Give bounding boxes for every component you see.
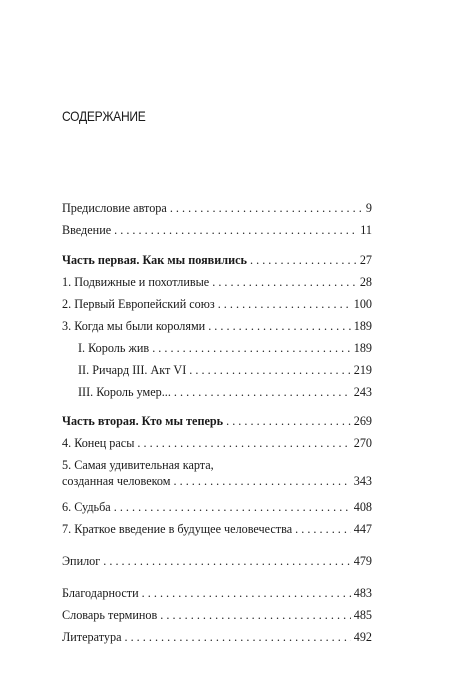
toc-entry-page: 343 (353, 474, 372, 488)
toc-entry-title: 7. Краткое введение в будущее человечества (62, 522, 293, 536)
toc-entry-page: 189 (353, 319, 372, 333)
toc-entry-page: 485 (353, 608, 372, 622)
toc-entry-page: 479 (353, 554, 372, 568)
toc-chapter-2[interactable] (62, 296, 372, 312)
dot-leader (174, 384, 351, 400)
dot-leader (142, 585, 351, 601)
toc-chapter-3[interactable] (62, 318, 372, 334)
toc-entry-page: 27 (359, 253, 372, 267)
toc-entry-title-line1: 5. Самая удивительная карта, (62, 458, 214, 472)
toc-entry-page: 269 (353, 414, 372, 428)
toc-entry-page: 9 (365, 201, 372, 215)
toc-entry-title: Словарь терминов (62, 608, 158, 622)
toc-entry-page: 219 (353, 363, 372, 377)
toc-entry-page: 483 (353, 586, 372, 600)
toc-entry-title: 2. Первый Европейский союз (62, 297, 215, 311)
toc-entry-page: 492 (353, 630, 372, 644)
toc-entry-title: Благодарности (62, 586, 139, 600)
dot-leader (114, 222, 357, 238)
toc-part-one[interactable] (62, 252, 372, 268)
toc-entry-title: Эпилог (62, 554, 101, 568)
dot-leader (174, 473, 351, 489)
toc-entry-title: 4. Конец расы (62, 436, 135, 450)
table-of-contents (62, 0, 372, 700)
toc-chapter-7[interactable] (62, 521, 372, 537)
toc-entry-title: Часть первая. Как мы появились (62, 253, 247, 267)
toc-chapter-1[interactable] (62, 274, 372, 290)
toc-epilogue[interactable] (62, 553, 372, 569)
toc-chapter-6[interactable] (62, 499, 372, 515)
toc-entry-title: Часть вторая. Кто мы теперь (62, 414, 224, 428)
toc-entry-title: 3. Когда мы были королями (62, 319, 206, 333)
toc-entry-title: I. Король жив (78, 341, 150, 355)
dot-leader (218, 296, 351, 312)
toc-entry-page: 100 (353, 297, 372, 311)
toc-glossary[interactable] (62, 607, 372, 623)
dot-leader (212, 274, 357, 290)
toc-entry-page: 408 (353, 500, 372, 514)
dot-leader (160, 607, 350, 623)
toc-entry-page: 28 (359, 275, 372, 289)
dot-leader (189, 362, 350, 378)
toc-entry-introduction[interactable] (62, 222, 372, 238)
toc-entry-title: 6. Судьба (62, 500, 111, 514)
toc-entry-title: III. Король умер... (78, 385, 171, 399)
toc-chapter-4[interactable] (62, 435, 372, 451)
toc-entry-page: 243 (353, 385, 372, 399)
page-title: СОДЕРЖАНИЕ (62, 108, 146, 124)
toc-section-3-2[interactable] (78, 362, 372, 378)
dot-leader (226, 413, 351, 429)
toc-entry-page: 270 (353, 436, 372, 450)
dot-leader (170, 200, 363, 216)
toc-entry-page: 447 (353, 522, 372, 536)
toc-part-two[interactable] (62, 413, 372, 429)
toc-entry-page: 11 (360, 223, 372, 237)
toc-section-3-3[interactable] (78, 384, 372, 400)
toc-entry-title: 1. Подвижные и похотливые (62, 275, 210, 289)
toc-chapter-5[interactable] (62, 457, 372, 489)
toc-entry-title: Введение (62, 223, 112, 237)
dot-leader (137, 435, 350, 451)
toc-entry-title: II. Ричард III. Акт VI (78, 363, 187, 377)
toc-section-3-1[interactable] (78, 340, 372, 356)
toc-entry-preface[interactable] (62, 200, 372, 216)
toc-entry-title: Литература (62, 630, 122, 644)
dot-leader (124, 629, 350, 645)
toc-acknowledgements[interactable] (62, 585, 372, 601)
dot-leader (152, 340, 351, 356)
toc-entry-title: Предисловие автора (62, 201, 167, 215)
dot-leader (295, 521, 351, 537)
dot-leader (250, 252, 357, 268)
toc-literature[interactable] (62, 629, 372, 645)
toc-entry-title: созданная человеком (62, 474, 171, 488)
dot-leader (103, 553, 350, 569)
dot-leader (114, 499, 351, 515)
dot-leader (208, 318, 351, 334)
toc-entry-page: 189 (353, 341, 372, 355)
